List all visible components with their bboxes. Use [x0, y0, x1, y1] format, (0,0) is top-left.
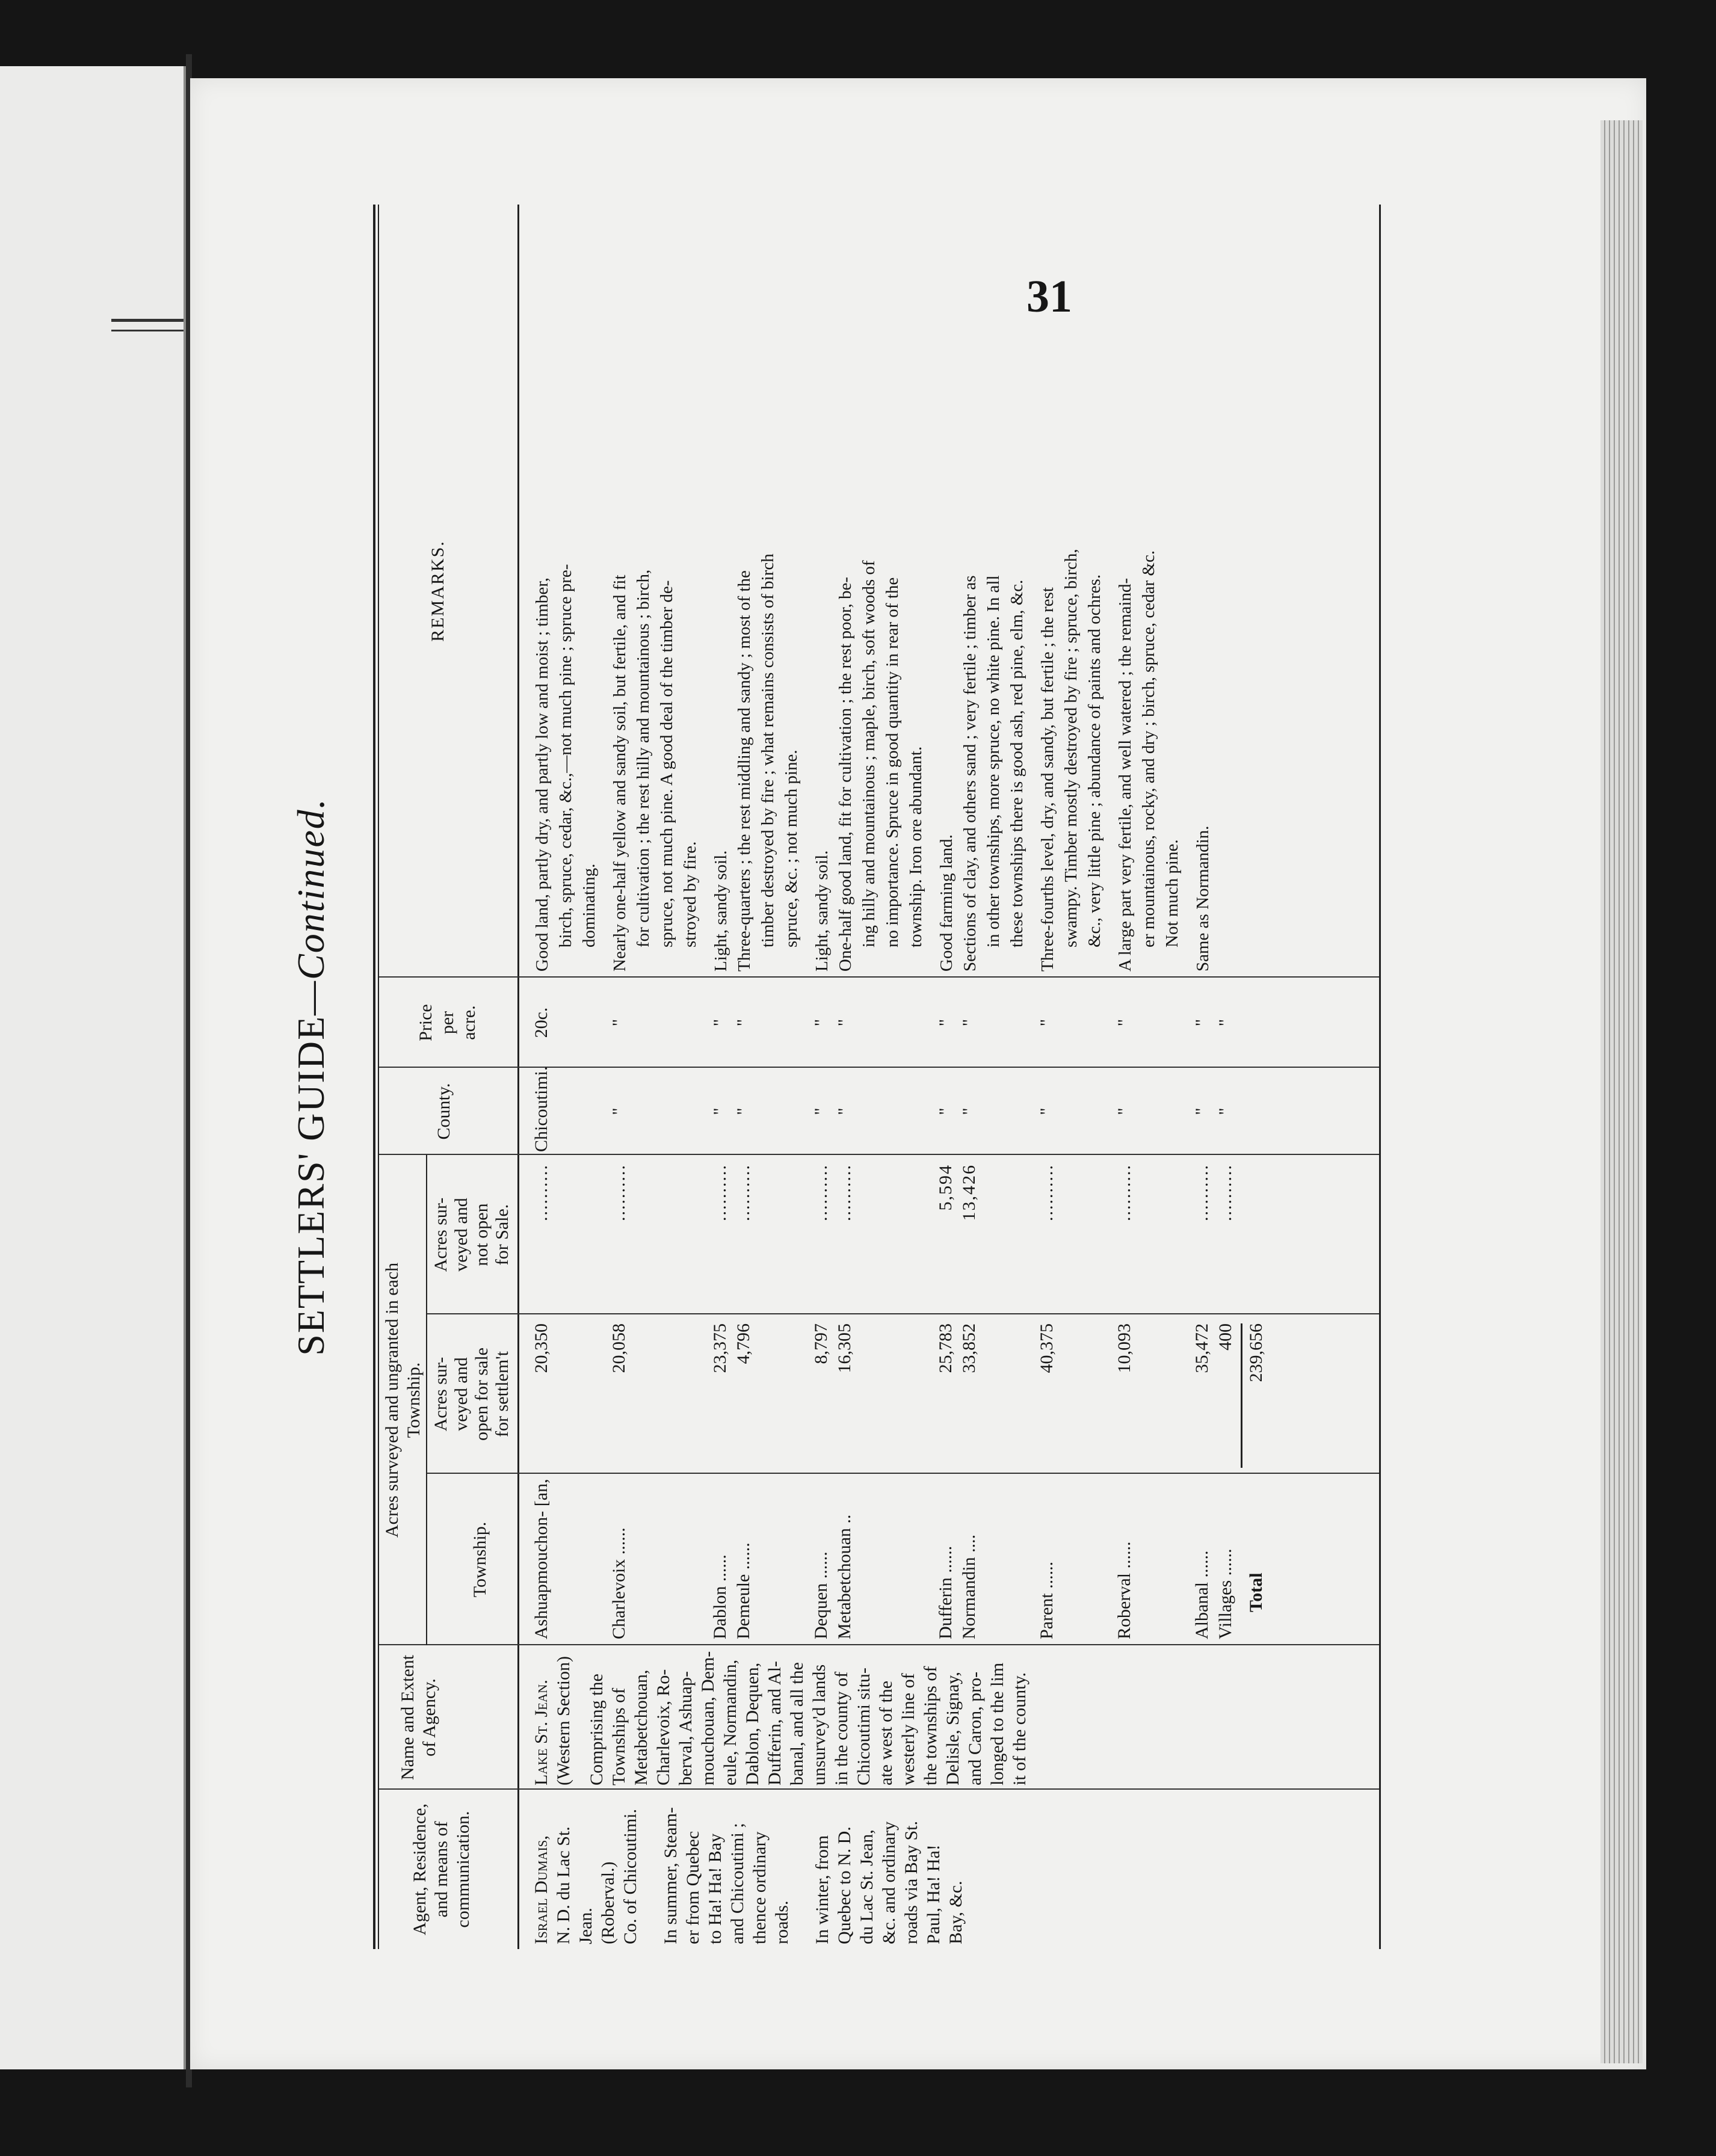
agency-line: westerly line of [898, 1673, 918, 1785]
row-acres-open: 10,093 [1114, 1323, 1134, 1373]
row-remark-line: spruce, &c. ; not much pine. [782, 750, 801, 947]
agent-line: (Roberval.) [598, 1861, 618, 1944]
title-continued: —Continued. [289, 798, 332, 1015]
row-acres-open: 20,350 [531, 1323, 551, 1373]
header-not-open-line: veyed and [451, 1198, 471, 1272]
header-agent-line: communication. [453, 1811, 473, 1928]
row-remark-line: Good land, partly dry, and partly low and moist ; timber, [532, 578, 552, 972]
row-acres-open: 16,305 [835, 1323, 854, 1373]
agency-line: mouchouan, Dem- [698, 1651, 718, 1785]
row-county: " [1114, 1107, 1134, 1115]
agent-line: Bay, &c. [946, 1880, 966, 1944]
agency-line: the townships of [921, 1666, 940, 1785]
row-price: " [959, 1018, 979, 1027]
agent-line: In summer, Steam- [661, 1807, 681, 1944]
agency-line: in the county of [832, 1671, 851, 1785]
agency-line: Metabetchouan, [631, 1669, 651, 1785]
agency-line: and Caron, pro- [965, 1671, 985, 1785]
total-label: Total [1246, 1572, 1266, 1612]
row-acres-not-open: .......... [1192, 1164, 1212, 1221]
row-acres-not-open: .......... [733, 1164, 753, 1221]
row-acres-open: 23,375 [710, 1323, 730, 1373]
agency-line: Charlevoix, Ro- [653, 1669, 673, 1785]
header-remarks: REMARKS. [428, 540, 448, 642]
row-remark-line: township. Iron ore abundant. [906, 746, 925, 947]
row-township: Roberval ...... [1114, 1541, 1134, 1639]
row-remark-line: stroyed by fire. [681, 841, 700, 947]
row-acres-open: 20,058 [609, 1323, 629, 1373]
row-acres-not-open: .......... [531, 1164, 551, 1221]
agency-line: ate west of the [876, 1680, 896, 1785]
header-price-line: acre. [459, 1005, 479, 1040]
header-county: County. [434, 1083, 454, 1140]
row-township: Demeule ...... [733, 1542, 753, 1639]
agent-line: Israel Dumais, [531, 1835, 551, 1944]
row-remark-line: A large part very fertile, and well watered ; the remaind- [1116, 578, 1135, 972]
row-remark-line: for cultivation ; the rest hilly and mountainous ; birch, [634, 569, 653, 947]
agency-line: Chicoutimi situ- [854, 1668, 874, 1785]
row-acres-open: 400 [1215, 1323, 1235, 1351]
row-township: Albanal ...... [1192, 1550, 1212, 1639]
header-open-line: for settlem't [492, 1351, 512, 1437]
facing-page-rule [111, 330, 184, 331]
row-remark-line: Light, sandy soil. [711, 850, 730, 972]
row-township: Dequen ...... [811, 1551, 831, 1639]
row-acres-open: 33,852 [959, 1323, 979, 1373]
row-remark-line: Same as Normandin. [1193, 825, 1212, 972]
agent-line: Jean. [576, 1908, 596, 1944]
row-acres-open: 4,796 [733, 1323, 753, 1364]
row-acres-not-open: 13,426 [959, 1164, 979, 1221]
row-price: " [1215, 1018, 1235, 1027]
agent-line: roads. [772, 1900, 792, 1944]
agency-line: berval, Ashuap- [676, 1671, 696, 1785]
row-acres-open: 40,375 [1037, 1323, 1057, 1373]
agent-line: Co. of Chicoutimi. [620, 1809, 640, 1944]
row-remark-line: Good farming land. [937, 834, 956, 972]
header-acres-group-line: Township. [404, 1362, 424, 1438]
row-township: Ashuapmouchon- [an, [531, 1479, 551, 1639]
facing-page [0, 66, 186, 2069]
row-township: Charlevoix ...... [609, 1527, 629, 1639]
row-remark-line: spruce, not much pine. A good deal of the timber de- [657, 580, 676, 947]
row-county: " [1215, 1107, 1235, 1115]
row-township: Villages ...... [1215, 1548, 1235, 1639]
agent-line: In winter, from [812, 1835, 832, 1944]
row-remark-line: in other townships, more spruce, no white pine. In all [984, 575, 1003, 947]
row-acres-not-open: .......... [710, 1164, 730, 1221]
row-county: " [733, 1107, 753, 1115]
row-township: Dufferin ...... [936, 1545, 955, 1639]
row-county: " [710, 1107, 730, 1115]
agency-line: longed to the lim [987, 1662, 1007, 1785]
agency-line: Dufferin, and Al- [765, 1661, 785, 1785]
row-county: " [835, 1107, 854, 1115]
row-price: " [1037, 1018, 1057, 1027]
agent-line: roads via Bay St. [901, 1821, 921, 1944]
row-county: " [936, 1107, 955, 1115]
row-acres-open: 35,472 [1192, 1323, 1212, 1373]
header-price-line: Price [416, 1004, 436, 1041]
row-remark-line: these townships there is good ash, red pine, elm, &c. [1007, 579, 1026, 947]
header-open-line: Acres sur- [431, 1357, 451, 1432]
row-price: " [835, 1018, 854, 1027]
row-remark-line: Three-quarters ; the rest middling and sandy ; most of the [735, 570, 754, 972]
row-acres-open: 8,797 [811, 1323, 831, 1364]
row-remark-line: Three-fourths level, dry, and sandy, but fertile ; the rest [1038, 587, 1057, 972]
row-price: " [1114, 1018, 1134, 1027]
header-agency-line: Name and Extent [398, 1654, 418, 1781]
agency-line: Comprising the [587, 1674, 606, 1785]
row-price: " [936, 1018, 955, 1027]
page-edges [1600, 120, 1643, 2063]
agency-line: banal, and all the [787, 1662, 807, 1785]
row-price: " [609, 1018, 629, 1027]
row-price: " [1192, 1018, 1212, 1027]
settlers-table [373, 205, 1384, 1949]
agent-line: to Ha! Ha! Bay [705, 1833, 725, 1944]
row-acres-open: 25,783 [936, 1323, 955, 1373]
row-remark-line: Light, sandy soil. [812, 850, 832, 972]
agent-line: du Lac St. Jean, [857, 1829, 877, 1944]
header-acres-group-line: Acres surveyed and ungranted in each [382, 1262, 402, 1538]
row-county: Chicoutimi. [531, 1066, 551, 1152]
row-remark-line: Nearly one-half yellow and sandy soil, but fertile, and fit [610, 574, 629, 972]
header-open-line: open for sale [472, 1348, 492, 1441]
agency-line: (Western Section) [554, 1656, 573, 1785]
row-remark-line: birch, spruce, cedar, &c.,—not much pine ; spruce pre- [556, 564, 575, 947]
table-bottom-rule [1379, 205, 1381, 1949]
row-remark-line: Not much pine. [1162, 839, 1182, 947]
row-remark-line: swampy. Timber mostly destroyed by fire ; spruce, birch, [1061, 549, 1081, 947]
header-price-line: per [437, 1011, 457, 1035]
title-main: SETTLERS' GUIDE [289, 1015, 332, 1356]
row-remark-line: timber destroyed by fire ; what remains consists of birch [758, 553, 777, 947]
total-value: 239,656 [1246, 1323, 1266, 1382]
header-not-open-line: for Sale. [492, 1204, 512, 1266]
row-township: Dablon ...... [710, 1554, 730, 1639]
page-title [289, 205, 333, 1949]
row-township: Parent ...... [1037, 1561, 1057, 1639]
agent-line: thence ordinary [750, 1831, 770, 1944]
header-not-open-line: Acres sur- [431, 1197, 451, 1272]
row-township: Normandin .... [959, 1534, 979, 1639]
header-township: Township. [470, 1521, 490, 1598]
page-number: 31 [1026, 271, 1072, 322]
agency-line: Townships of [609, 1687, 629, 1785]
row-township: Metabetchouan .. [835, 1514, 854, 1639]
row-county: " [609, 1107, 629, 1115]
agency-line: it of the county. [1010, 1672, 1029, 1785]
row-acres-not-open: .......... [835, 1164, 854, 1221]
rotated-table-block [289, 205, 1396, 1949]
row-price: " [733, 1018, 753, 1027]
agency-line: Lake St. Jean. [531, 1680, 551, 1785]
header-open-line: veyed and [451, 1357, 471, 1431]
row-price: " [811, 1018, 831, 1027]
agent-line: &c. and ordinary [879, 1821, 899, 1944]
header-agency-line: of Agency. [419, 1678, 439, 1757]
row-acres-not-open: .......... [1215, 1164, 1235, 1221]
agency-line: Dablon, Dequen, [742, 1662, 762, 1785]
agency-line: unsurvey'd lands [809, 1664, 829, 1785]
row-acres-not-open: .......... [609, 1164, 629, 1221]
agent-line: Quebec to N. D. [835, 1826, 854, 1944]
row-price: 20c. [531, 1007, 551, 1038]
agent-line: N. D. du Lac St. [554, 1826, 573, 1944]
row-acres-not-open: 5,594 [936, 1164, 955, 1211]
row-remark-line: ing hilly and mountainous ; maple, birch, soft woods of [859, 560, 878, 947]
row-price: " [710, 1018, 730, 1027]
agent-line: and Chicoutimi ; [727, 1823, 747, 1944]
row-remark-line: &c., very little pine ; abundance of paints and ochres. [1085, 574, 1104, 947]
row-remark-line: One-half good land, fit for cultivation ; the rest poor, be- [836, 577, 855, 972]
row-county: " [1192, 1107, 1212, 1115]
row-acres-not-open: .......... [1037, 1164, 1057, 1221]
row-remark-line: er mountainous, rocky, and dry ; birch, spruce, cedar &c. [1139, 550, 1158, 947]
agent-line: er from Quebec [683, 1831, 703, 1944]
header-agent-line: and means of [431, 1821, 451, 1918]
row-remark-line: dominating. [579, 863, 599, 947]
township-rows [373, 205, 1379, 1949]
row-county: " [1037, 1107, 1057, 1115]
row-acres-not-open: .......... [811, 1164, 831, 1221]
row-county: " [959, 1107, 979, 1115]
total-rule [1241, 1323, 1242, 1468]
header-agent-line: Agent, Residence, [410, 1803, 430, 1936]
row-remark-line: Sections of clay, and others sand ; very fertile ; timber as [960, 575, 980, 972]
row-county: " [811, 1107, 831, 1115]
agency-line: Delisle, Signay, [943, 1672, 963, 1785]
row-remark-line: no importance. Spruce in good quantity in rear of the [883, 577, 902, 947]
header-not-open-line: not open [472, 1203, 492, 1266]
facing-page-rule [111, 319, 184, 322]
agent-line: Paul, Ha! Ha! [924, 1844, 943, 1944]
row-acres-not-open: .......... [1114, 1164, 1134, 1221]
agency-line: eule, Normandin, [720, 1659, 740, 1785]
